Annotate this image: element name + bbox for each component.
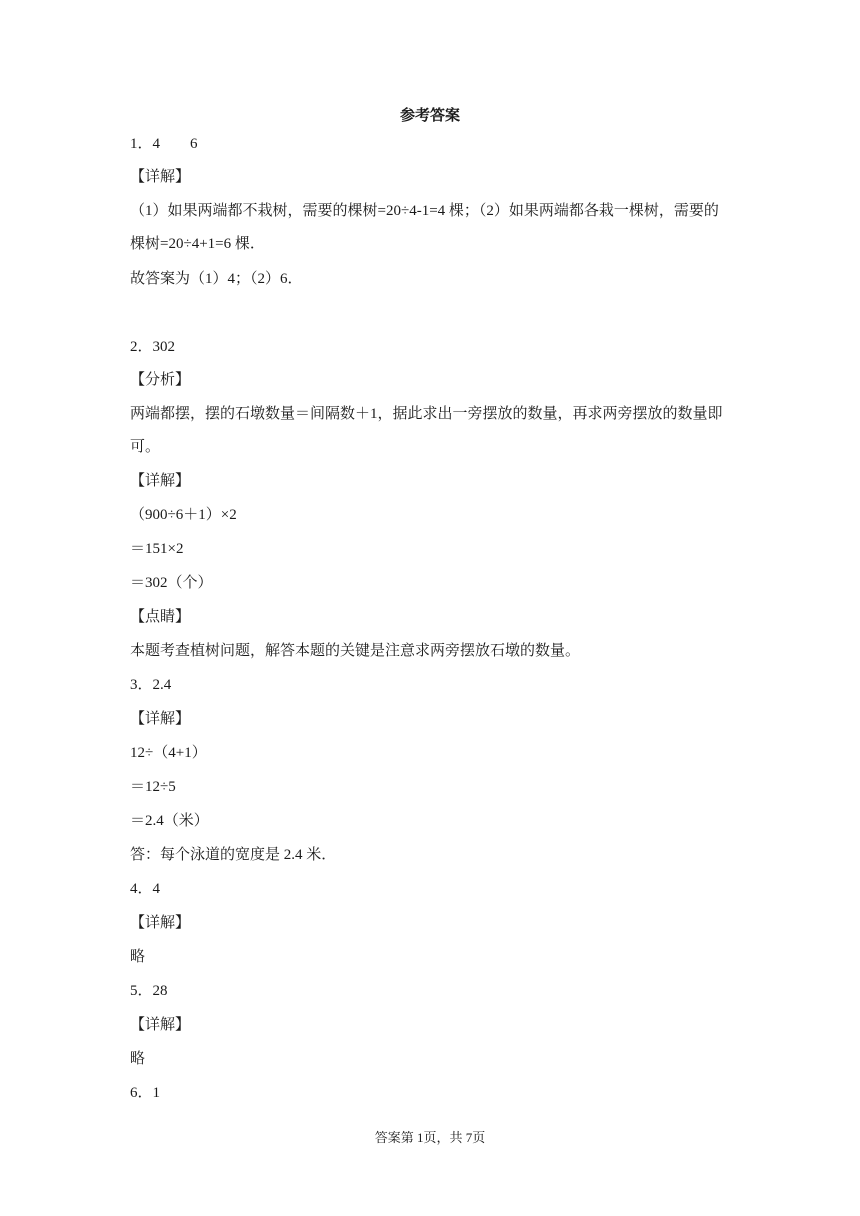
answer-heading-1: 1．4 6 [130,136,198,152]
page-title: 参考答案 [399,106,460,124]
answer-heading-6: 6．1 [130,1085,161,1101]
explanation-line: 两端都摆，摆的石墩数量＝间隔数＋1，据此求出一旁摆放的数量，再求两旁摆放的数量即 [130,406,723,422]
explanation-line: 可。 [130,439,161,455]
section-label-detail: 【详解】 [130,473,191,489]
calculation-line: （900÷6＋1）×2 [130,507,237,523]
answer-heading-5: 5．28 [130,983,168,999]
explanation-line: 略 [130,949,146,965]
answer-heading-2: 2．302 [130,339,176,355]
explanation-line: （1）如果两端都不栽树，需要的棵树=20÷4-1=4 棵；（2）如果两端都各栽一棵树，需要的 [130,203,719,219]
calculation-line: ＝12÷5 [130,779,176,795]
page-footer: 答案第 1页，共 7页 [374,1130,486,1145]
explanation-line: 棵树=20÷4+1=6 棵． [130,236,265,252]
section-label-detail: 【详解】 [130,1017,191,1033]
calculation-line: 12÷（4+1） [130,745,207,761]
answer-heading-4: 4．4 [130,881,161,897]
section-label-analysis: 【分析】 [130,372,191,388]
remark-line: 本题考查植树问题，解答本题的关键是注意求两旁摆放石墩的数量。 [130,643,581,659]
section-label-detail: 【详解】 [130,169,191,185]
calculation-line: ＝2.4（米） [130,813,209,829]
conclusion-line: 故答案为（1）4；（2）6． [130,271,303,287]
calculation-line: ＝302（个） [130,575,213,591]
section-label-remark: 【点睛】 [130,609,191,625]
section-label-detail: 【详解】 [130,915,191,931]
calculation-line: ＝151×2 [130,541,184,557]
section-label-detail: 【详解】 [130,711,191,727]
conclusion-line: 答：每个泳道的宽度是 2.4 米． [130,847,337,863]
explanation-line: 略 [130,1051,146,1067]
answer-heading-3: 3．2.4 [130,677,172,693]
